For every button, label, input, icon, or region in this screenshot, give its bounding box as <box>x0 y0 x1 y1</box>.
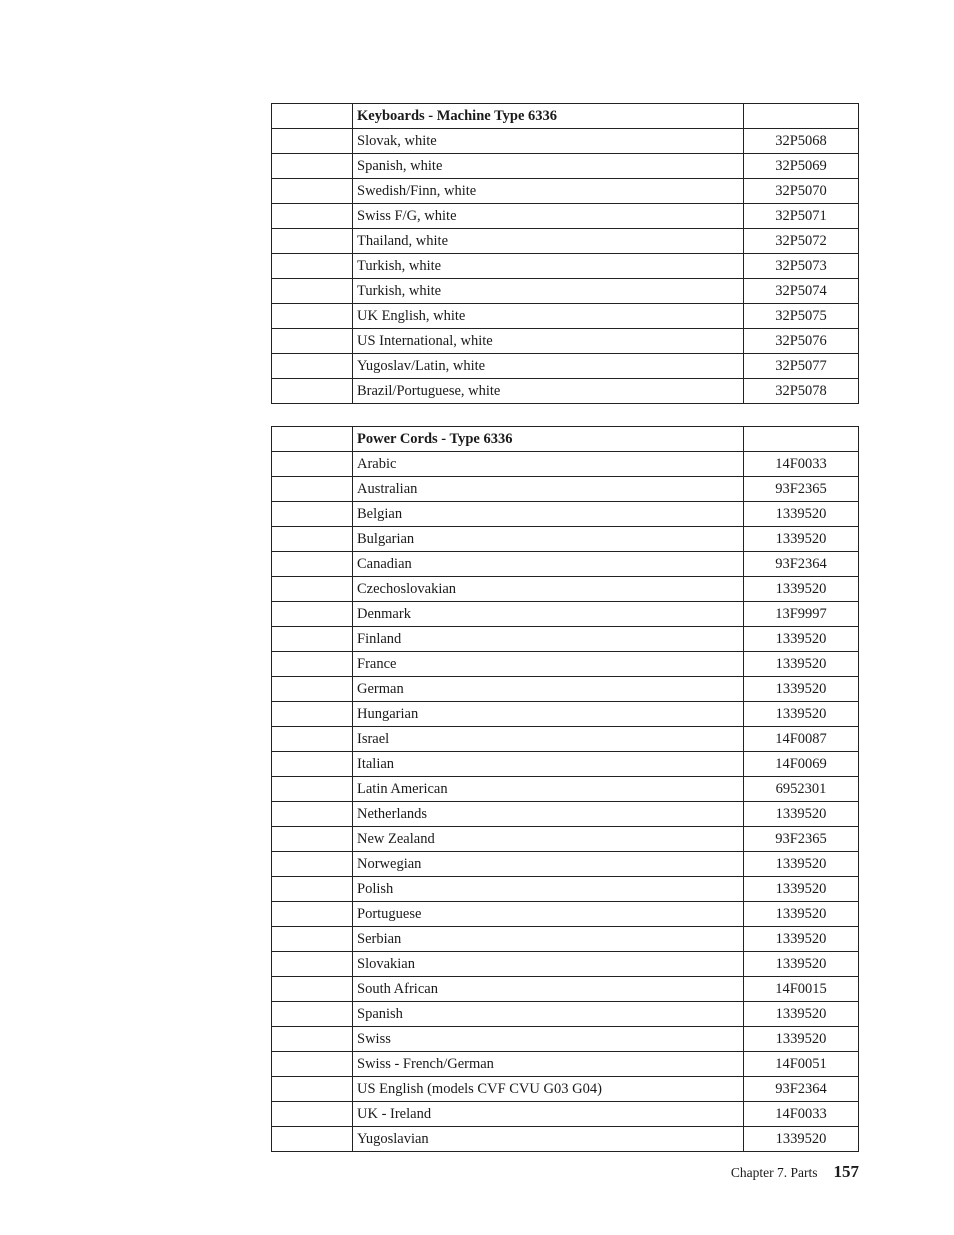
description-cell: Israel <box>353 727 744 752</box>
part-number-cell: 13F9997 <box>744 602 859 627</box>
description-cell: Netherlands <box>353 802 744 827</box>
part-number-cell: 1339520 <box>744 702 859 727</box>
description-cell: Finland <box>353 627 744 652</box>
part-number-cell: 93F2364 <box>744 1077 859 1102</box>
description-cell: Turkish, white <box>353 254 744 279</box>
table-header-row <box>272 104 859 129</box>
index-cell <box>272 827 353 852</box>
description-cell: Hungarian <box>353 702 744 727</box>
part-number-cell: 1339520 <box>744 802 859 827</box>
description-cell: Turkish, white <box>353 279 744 304</box>
part-number-cell: 6952301 <box>744 777 859 802</box>
table-row <box>272 802 859 827</box>
part-number-header-cell <box>744 104 859 129</box>
table-row <box>272 552 859 577</box>
part-number-cell: 1339520 <box>744 852 859 877</box>
table-row <box>272 229 859 254</box>
part-number-cell: 1339520 <box>744 1027 859 1052</box>
part-number-cell: 1339520 <box>744 952 859 977</box>
description-cell: Swiss - French/German <box>353 1052 744 1077</box>
part-number-cell: 14F0069 <box>744 752 859 777</box>
part-number-cell: 32P5077 <box>744 354 859 379</box>
part-number-cell: 32P5075 <box>744 304 859 329</box>
part-number-cell: 1339520 <box>744 527 859 552</box>
index-cell <box>272 304 353 329</box>
index-cell <box>272 852 353 877</box>
index-cell <box>272 627 353 652</box>
table-row <box>272 852 859 877</box>
table-row <box>272 1127 859 1152</box>
table-row <box>272 329 859 354</box>
part-number-cell: 14F0087 <box>744 727 859 752</box>
description-cell: Australian <box>353 477 744 502</box>
table-row <box>272 777 859 802</box>
page-footer <box>731 1162 859 1182</box>
table-row <box>272 1027 859 1052</box>
table-row <box>272 254 859 279</box>
description-cell: Serbian <box>353 927 744 952</box>
table-row <box>272 1102 859 1127</box>
description-cell: Yugoslavian <box>353 1127 744 1152</box>
index-cell <box>272 777 353 802</box>
table-row <box>272 1077 859 1102</box>
description-cell: Portuguese <box>353 902 744 927</box>
table-row <box>272 477 859 502</box>
table-row <box>272 129 859 154</box>
part-number-cell: 32P5074 <box>744 279 859 304</box>
index-cell <box>272 1052 353 1077</box>
index-cell <box>272 602 353 627</box>
part-number-cell: 14F0033 <box>744 452 859 477</box>
index-cell <box>272 902 353 927</box>
table-row <box>272 154 859 179</box>
description-cell: Slovak, white <box>353 129 744 154</box>
description-cell: Polish <box>353 877 744 902</box>
description-cell: Swiss F/G, white <box>353 204 744 229</box>
table-row <box>272 752 859 777</box>
index-cell <box>272 1027 353 1052</box>
table-row <box>272 677 859 702</box>
table-title: Keyboards - Machine Type 6336 <box>353 104 744 129</box>
table-row <box>272 952 859 977</box>
index-cell <box>272 1077 353 1102</box>
part-number-cell: 32P5070 <box>744 179 859 204</box>
part-number-cell: 14F0051 <box>744 1052 859 1077</box>
table-row <box>272 179 859 204</box>
index-cell <box>272 379 353 404</box>
index-cell <box>272 927 353 952</box>
description-cell: Spanish, white <box>353 154 744 179</box>
table-row <box>272 827 859 852</box>
part-number-cell: 1339520 <box>744 877 859 902</box>
index-cell <box>272 254 353 279</box>
description-cell: Denmark <box>353 602 744 627</box>
part-number-cell: 14F0015 <box>744 977 859 1002</box>
description-cell: Slovakian <box>353 952 744 977</box>
part-number-cell: 1339520 <box>744 627 859 652</box>
table-row <box>272 354 859 379</box>
part-number-cell: 14F0033 <box>744 1102 859 1127</box>
part-number-cell: 1339520 <box>744 902 859 927</box>
index-cell <box>272 452 353 477</box>
part-number-cell: 1339520 <box>744 502 859 527</box>
part-number-cell: 32P5068 <box>744 129 859 154</box>
description-cell: Latin American <box>353 777 744 802</box>
table-row <box>272 627 859 652</box>
chapter-label: Chapter 7. Parts <box>730 1165 818 1180</box>
description-cell: Spanish <box>353 1002 744 1027</box>
index-cell <box>272 502 353 527</box>
description-cell: Bulgarian <box>353 527 744 552</box>
description-cell: Yugoslav/Latin, white <box>353 354 744 379</box>
index-cell <box>272 752 353 777</box>
page-number: 157 <box>833 1162 859 1181</box>
table-row <box>272 452 859 477</box>
index-cell <box>272 977 353 1002</box>
table-title: Power Cords - Type 6336 <box>353 427 744 452</box>
description-cell: UK English, white <box>353 304 744 329</box>
description-cell: Swedish/Finn, white <box>353 179 744 204</box>
description-cell: Arabic <box>353 452 744 477</box>
part-number-cell: 1339520 <box>744 577 859 602</box>
part-number-cell: 32P5078 <box>744 379 859 404</box>
part-number-cell: 1339520 <box>744 1127 859 1152</box>
description-cell: France <box>353 652 744 677</box>
index-cell <box>272 179 353 204</box>
index-cell <box>272 104 353 129</box>
table-row <box>272 304 859 329</box>
part-number-cell: 93F2364 <box>744 552 859 577</box>
description-cell: UK - Ireland <box>353 1102 744 1127</box>
part-number-cell: 32P5076 <box>744 329 859 354</box>
index-cell <box>272 279 353 304</box>
table-row <box>272 877 859 902</box>
index-cell <box>272 1002 353 1027</box>
table-row <box>272 1052 859 1077</box>
table-row <box>272 279 859 304</box>
index-cell <box>272 702 353 727</box>
part-number-cell: 1339520 <box>744 927 859 952</box>
part-number-cell: 32P5073 <box>744 254 859 279</box>
table-row <box>272 702 859 727</box>
table-row <box>272 652 859 677</box>
description-cell: US International, white <box>353 329 744 354</box>
description-cell: Italian <box>353 752 744 777</box>
index-cell <box>272 577 353 602</box>
part-number-cell: 32P5072 <box>744 229 859 254</box>
table-row <box>272 527 859 552</box>
index-cell <box>272 527 353 552</box>
part-number-cell: 1339520 <box>744 652 859 677</box>
description-cell: South African <box>353 977 744 1002</box>
table-row <box>272 577 859 602</box>
description-cell: US English (models CVF CVU G03 G04) <box>353 1077 744 1102</box>
part-number-cell: 1339520 <box>744 677 859 702</box>
index-cell <box>272 354 353 379</box>
index-cell <box>272 677 353 702</box>
table-row <box>272 927 859 952</box>
table-row <box>272 502 859 527</box>
description-cell: German <box>353 677 744 702</box>
index-cell <box>272 552 353 577</box>
index-cell <box>272 477 353 502</box>
description-cell: Czechoslovakian <box>353 577 744 602</box>
index-cell <box>272 652 353 677</box>
table-row <box>272 727 859 752</box>
table-row <box>272 204 859 229</box>
index-cell <box>272 204 353 229</box>
table-header-row <box>272 427 859 452</box>
index-cell <box>272 427 353 452</box>
index-cell <box>272 802 353 827</box>
part-number-header-cell <box>744 427 859 452</box>
part-number-cell: 93F2365 <box>744 477 859 502</box>
description-cell: Norwegian <box>353 852 744 877</box>
description-cell: Swiss <box>353 1027 744 1052</box>
index-cell <box>272 329 353 354</box>
index-cell <box>272 952 353 977</box>
table-row <box>272 977 859 1002</box>
table-row <box>272 379 859 404</box>
part-number-cell: 32P5071 <box>744 204 859 229</box>
index-cell <box>272 1127 353 1152</box>
index-cell <box>272 1102 353 1127</box>
index-cell <box>272 129 353 154</box>
part-number-cell: 93F2365 <box>744 827 859 852</box>
keyboards-parts-table <box>271 103 859 404</box>
description-cell: Canadian <box>353 552 744 577</box>
index-cell <box>272 727 353 752</box>
table-row <box>272 1002 859 1027</box>
part-number-cell: 32P5069 <box>744 154 859 179</box>
part-number-cell: 1339520 <box>744 1002 859 1027</box>
description-cell: New Zealand <box>353 827 744 852</box>
description-cell: Belgian <box>353 502 744 527</box>
description-cell: Thailand, white <box>353 229 744 254</box>
index-cell <box>272 877 353 902</box>
description-cell: Brazil/Portuguese, white <box>353 379 744 404</box>
table-row <box>272 902 859 927</box>
power-cords-parts-table <box>271 426 859 1152</box>
table-row <box>272 602 859 627</box>
index-cell <box>272 154 353 179</box>
index-cell <box>272 229 353 254</box>
